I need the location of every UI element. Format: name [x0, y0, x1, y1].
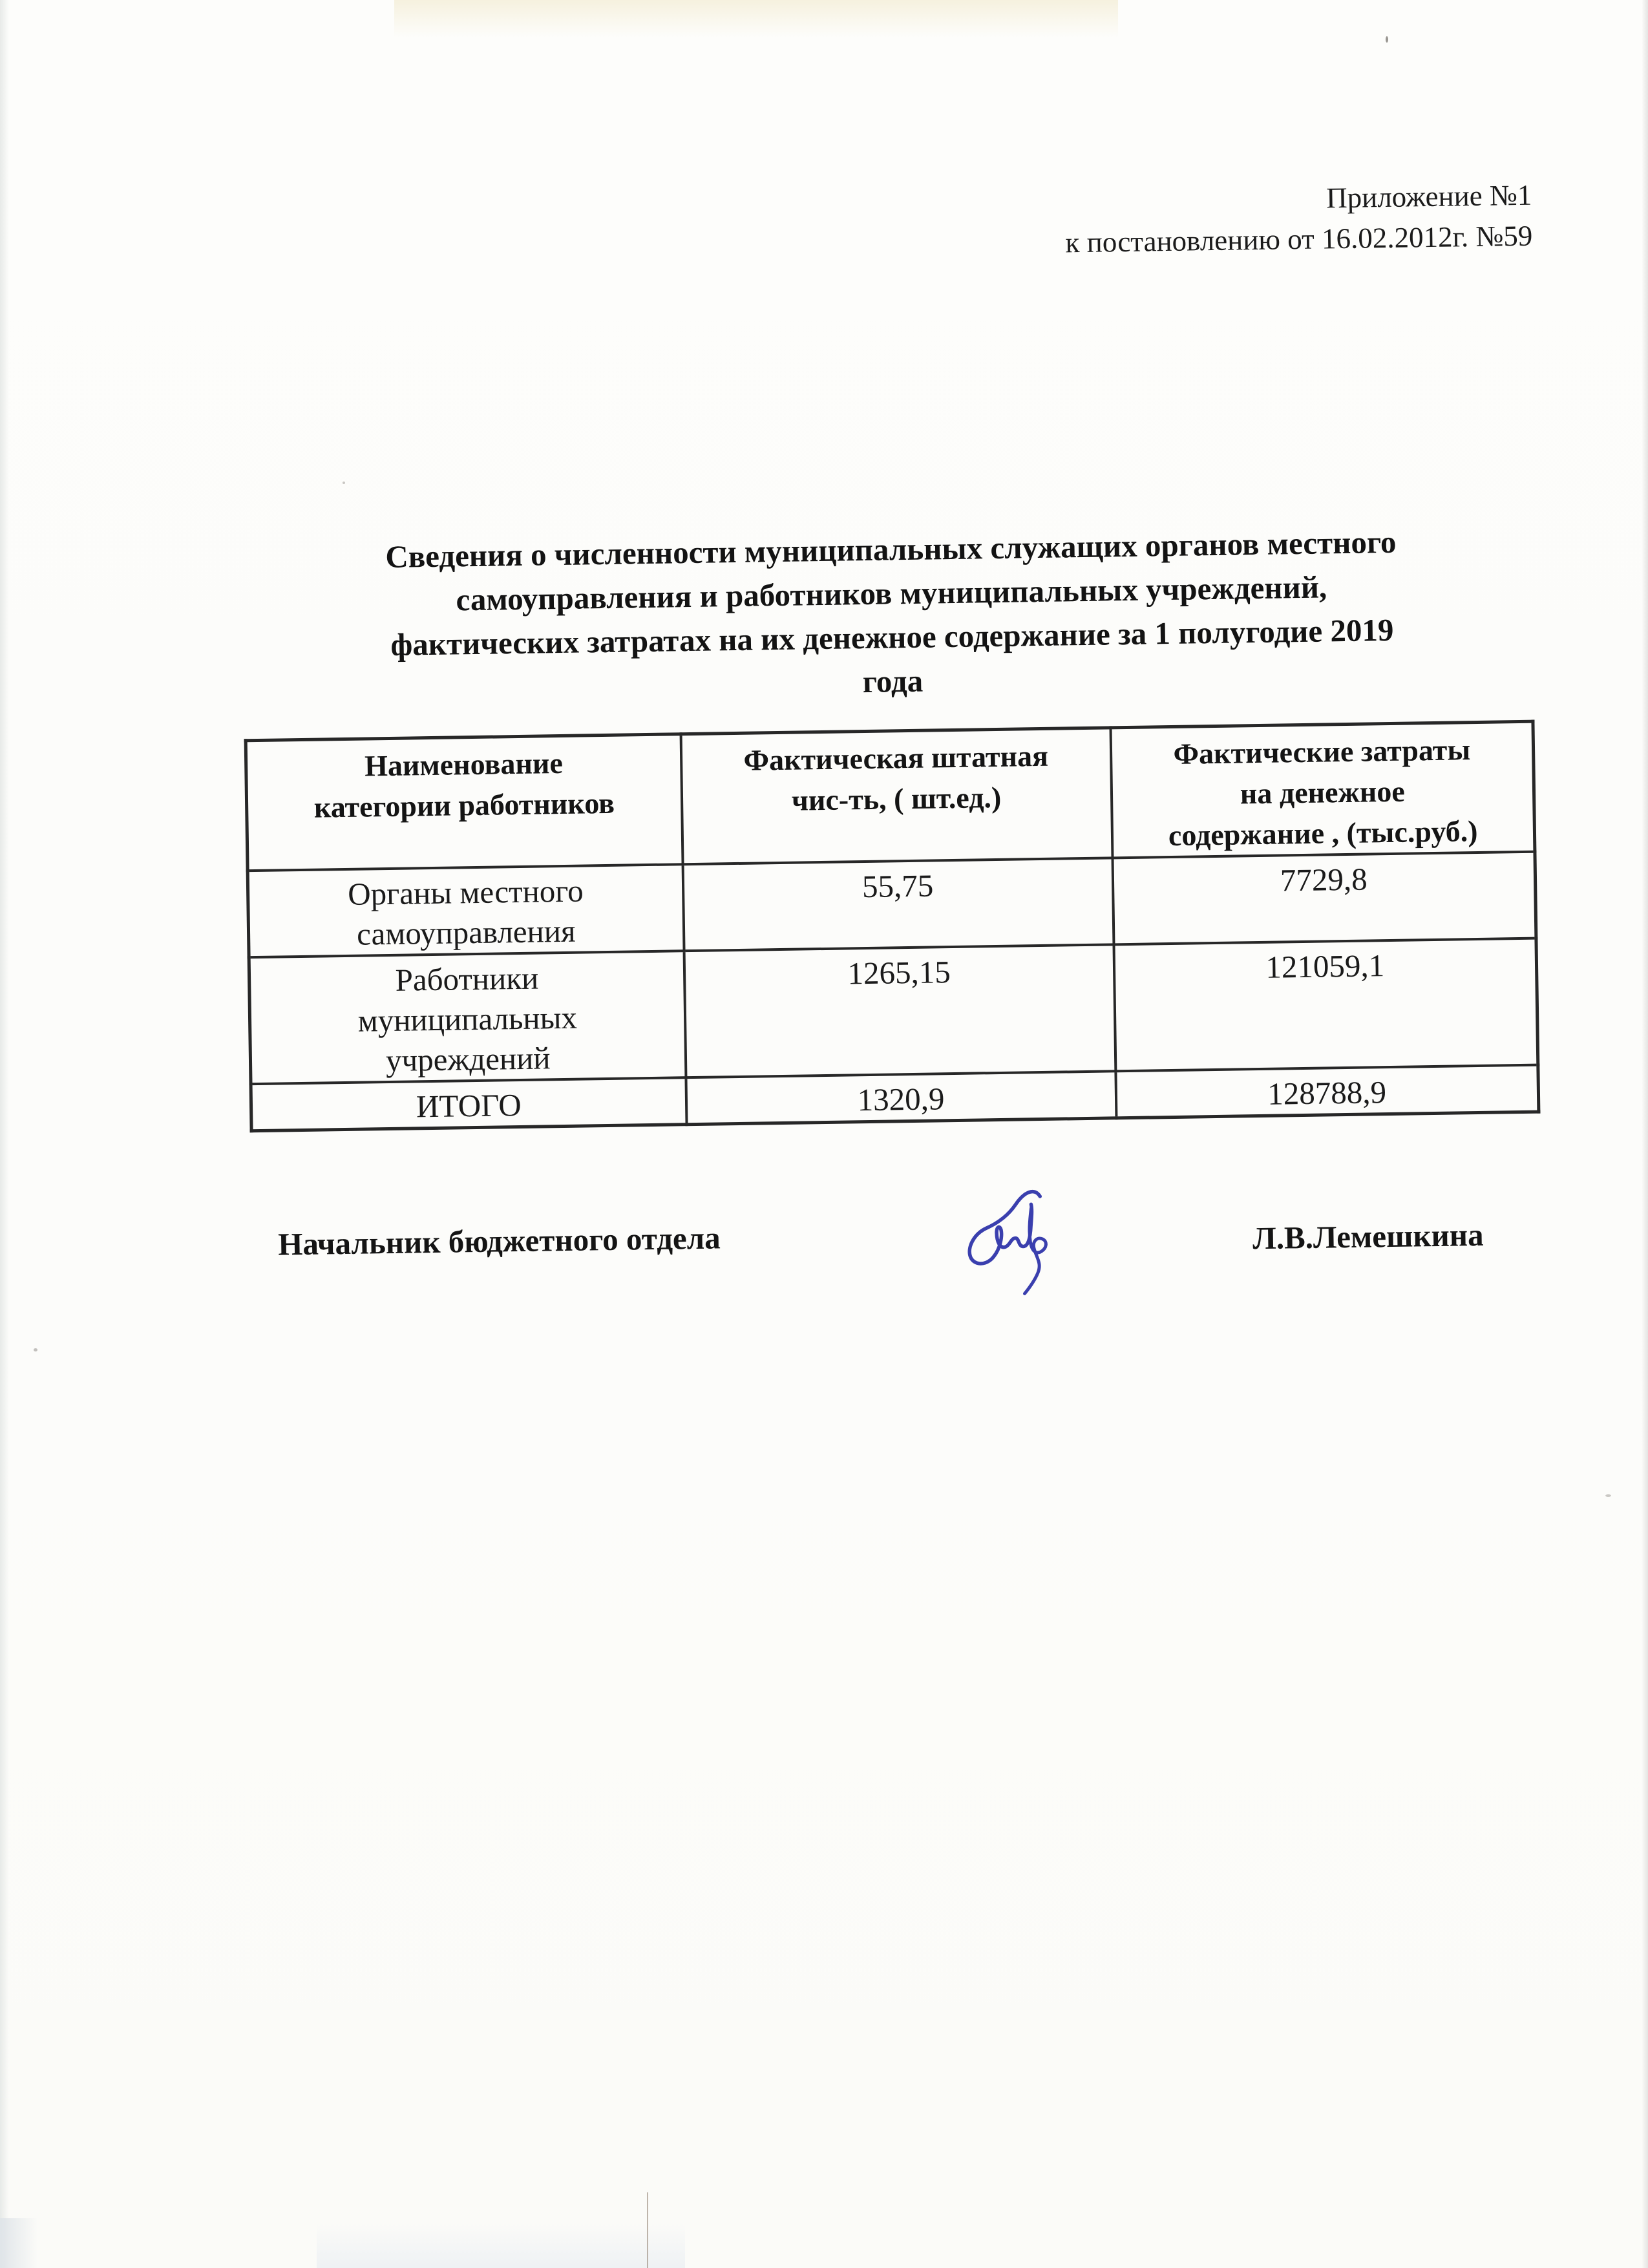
document-title-line: года [862, 662, 924, 700]
cell-category-total: ИТОГО [251, 1077, 686, 1130]
header-line: Наименование [364, 746, 564, 783]
header-line: категории работников [313, 786, 615, 824]
header-cell-staff-count [681, 728, 1112, 864]
header-line: Фактическая штатная [743, 739, 1049, 777]
corner-note-line: Приложение №1 [1326, 178, 1532, 215]
cell-line: Работники [395, 960, 539, 998]
cell-costs: 128788,9 [1115, 1065, 1539, 1118]
corner-note-line: к постановлению от 16.02.2012г. №59 [1065, 219, 1533, 259]
cell-staff-count: 1320,9 [686, 1071, 1116, 1124]
header-cell-category [246, 734, 682, 871]
document-title-line: фактических затратах на их денежное содержание за 1 полугодие 2019 [390, 611, 1394, 662]
cell-line: Органы местного [347, 873, 584, 912]
signature-scribble [964, 1186, 1064, 1298]
header-cell-costs [1110, 721, 1535, 858]
cell-costs: 7729,8 [1112, 852, 1536, 945]
document-title-line: Сведения о численности муниципальных служащих органов местного [385, 524, 1397, 575]
cell-costs: 121059,1 [1114, 938, 1538, 1072]
header-line: на денежное [1240, 774, 1406, 811]
cell-line: муниципальных [357, 999, 578, 1039]
signature-position-title: Начальник бюджетного отдела [277, 1220, 721, 1262]
document-title-line: самоуправления и работников муниципальных учреждений, [456, 569, 1327, 618]
cell-staff-count: 1265,15 [684, 944, 1115, 1077]
cell-category [248, 864, 684, 957]
document-title [251, 518, 1533, 713]
signature-scribble-stroke [1024, 1208, 1047, 1293]
cell-line: самоуправления [356, 913, 576, 952]
employees-table [244, 720, 1541, 1133]
cell-staff-count: 55,75 [682, 858, 1114, 951]
header-line: чис-ть, ( шт.ед.) [791, 780, 1002, 817]
table-row [249, 938, 1538, 1085]
cell-line: учреждений [385, 1040, 551, 1079]
header-line: содержание , (тыс.руб.) [1168, 814, 1478, 853]
cell-category [249, 951, 686, 1084]
corner-note [1064, 175, 1533, 264]
header-line: Фактические затраты [1173, 733, 1471, 770]
signature-name: Л.В.Лемешкина [1252, 1216, 1484, 1256]
table-header-row [246, 721, 1535, 871]
